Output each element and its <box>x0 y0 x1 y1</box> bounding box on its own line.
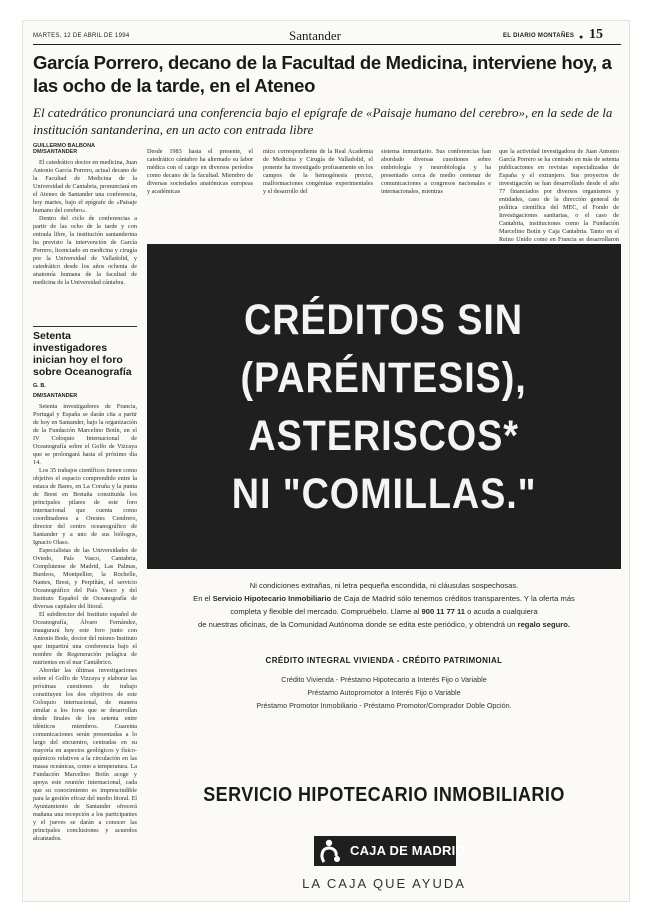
newspaper-page <box>22 20 630 902</box>
ad-headline <box>147 244 621 569</box>
ad-headline-line: NI "COMILLAS." <box>231 469 537 518</box>
article-column-5: que la actividad investigadora de Juan Antonio García Porrero se ha centrado en más de setenta publicaciones en revistas especializadas de España y el extranjero. Sus proyectos de investigación se han desarrollado desde el año 77 financiados por diversos organismos y entidades, caso de la dirección general de política científica del MEC, el Fondo de Investigaciones sanitarias, o el caso de Cantabria, instituciones como la Fundación Marcelino Botín y Caja Cantabria. Tanto en el Reino Unido como en Francia se desarrollaron <box>499 148 619 243</box>
header-page-number: 15 <box>589 27 603 42</box>
caja-madrid-advertisement <box>147 196 621 896</box>
article-column-3: mico correspondiente de la Real Academia de Medicina y Cirugía de Valladolid, el ponente ha investigado profusamente en los campos de la hemogénesis precoz, malformaciones congénitas experimentales y el desarrollo del <box>263 148 373 195</box>
ad-body-line: Ni condiciones extrañas, ni letra pequeña escondida, ni cláusulas sospechosas. <box>249 581 519 590</box>
logo-text: CAJA DE MADRID <box>350 843 465 858</box>
article-paragraph: Setenta investigadores de Francia, Portugal y España se darán cita a partir de hoy en Santander, bajo la organización de la Fundación Marcelino Botín, en el IV Coloquio Internacional de Oceanografía sobre el Golfo de Vizcaya que se prolongará hasta el próximo día 14. <box>33 403 137 466</box>
ad-tagline: LA CAJA QUE AYUDA <box>302 876 466 891</box>
bullet-icon: ● <box>579 33 584 41</box>
ad-products-title: CRÉDITO INTEGRAL VIVIENDA - CRÉDITO PATRIMONIAL <box>265 656 503 665</box>
byline-author: G. B. <box>33 383 46 389</box>
caja-madrid-bear-icon <box>318 838 346 864</box>
article-oceanography-title: Setenta investigadores inician hoy el foro sobre Oceanografía <box>33 326 137 378</box>
article-paragraph: El subdirector del Instituto español de Oceanografía, Álvaro Fernández, inaugurará hoy este foro junto con Antonio Bode, doctor del mismo Instituto que impartirá una conferencia bajo el nombre de Regeneración pelágica de nutrientes en el mar Cantábrico. <box>33 611 137 666</box>
ad-gift-text: regalo seguro. <box>517 620 570 629</box>
ad-body-line: de nuestras oficinas, de la Comunidad Autónoma donde se edita este periódico, y obtendrá un regalo seguro. <box>198 620 570 629</box>
header-section: Santander <box>289 28 341 43</box>
ad-service-name: Servicio Hipotecario Inmobiliario <box>212 594 332 603</box>
article-column-2: Desde 1983 hasta el presente, el catedrático cántabro ha alternado su labor médica con el cargo en diversos períodos como decano de la facultad. Miembro de diversas sociedades anatómicas europeas y académicas <box>147 148 253 195</box>
article-headline: García Porrero, decano de la Facultad de Medicina, interviene hoy, a las ocho de la tarde, en el Ateneo <box>33 52 612 96</box>
article-subhead: El catedrático pronunciará una conferencia bajo el epígrafe de «Paisaje humano del cerebro», en la sede de la institución santanderina, en un acto con entrada libre <box>33 105 613 137</box>
article-column-1 <box>33 143 137 287</box>
byline-place: DM/SANTANDER <box>33 393 78 399</box>
article-paragraph: Los 35 trabajos científicos tienen como objetivo el espacio comprendido entre la estaca de Bares, en La Coruña y la punta de Brest en Bretaña constituida los principales pilares de este foro internacional que cuenta como coordinadores a Orestes Cendrero, director del centro oceanográfico de Santander y a uno de sus biólogos, Ignacio Olaso. <box>33 467 137 546</box>
byline-place: DM/SANTANDER <box>33 149 78 155</box>
ad-headline-line: ASTERISCOS* <box>248 411 520 460</box>
caja-madrid-logo <box>294 836 474 868</box>
article-oceanography-body <box>33 403 137 843</box>
ad-products-list <box>147 673 621 712</box>
article-column-4: sistema inmunitario. Sus conferencias han abordado diversas cuestiones sobre embriología y neurobiología y ha presentado cerca de medio centenar de comunicaciones a congresos nacionales e internacionales, mientras <box>381 148 491 195</box>
ad-body-text <box>147 579 621 631</box>
ad-body-line: En el Servicio Hipotecario Inmobiliario de Caja de Madrid sólo tenemos créditos transparentes. Y la oferta más <box>193 594 575 603</box>
ad-headline-line: CRÉDITOS SIN <box>244 295 524 344</box>
header-date: MARTES, 12 DE ABRIL DE 1994 <box>33 33 130 39</box>
article-paragraph: Especialistas de las Universidades de Oviedo, País Vasco, Cantabria, Complutense de Madrid, Las Palmas, Burdeos, Montpellier, la Rochelle, Nantes, Brest, y Perpiñán, el servicio Oceanográfico del País Vasco y del Instituto Español de Oceanografía de diversas capitales del litoral. <box>33 547 137 610</box>
article-oceanography <box>33 326 137 843</box>
article-paragraph: Abordar las últimas investigaciones sobre el Golfo de Vizcaya y elaborar las próximas cuestiones de trabajo constituyen los dos objetivos de este Coloquio internacional, de manera similar a los foros que se desarrollan desde finales de los setenta entre idénticos miembros. Cuarenta comunicaciones serán presentadas a lo largo del encuentro, centradas en su mayoría en aspectos geológicos y físico-químicos relativos a la circulación en las masas oceánicas, como a temperatura. La Fundación Marcelino Botín acoge y apoya este reunión internacional, cada que su conocimiento es imprescindible para la gestión eficaz del medio litoral. El Ayuntamiento de Santander ofrecerá mañana una recepción a los participantes y el jueves se darán a conocer las principales conclusiones y acuerdos alcanzados. <box>33 667 137 842</box>
article-paragraph: Dentro del ciclo de conferencias a partir de las ocho de la tarde y con entrada libre, la institución santanderina ha previsto la intervención de García Porrero, licenciado en medicina y cirugía por la Universidad de Valladolid, y catedrático desde los años ochenta de anatomía humana de la facultad de medicina de la Universidad cántabra. <box>33 215 137 286</box>
ad-product-item: Crédito Vivienda - Préstamo Hipotecario a Interés Fijo o Variable <box>281 675 487 684</box>
ad-headline-line: (PARÉNTESIS), <box>240 353 528 402</box>
byline-author: GUILLERMO BALBONA <box>33 143 96 149</box>
article-paragraph: El catedrático doctor en medicina, Juan Antonio García Porrero, actual decano de la Facultad de Medicina de la Universidad de Cantabria, pronunciará en el Ateneo de Santander una conferencia, hoy martes, bajo el epígrafe de «Paisaje humano del cerebro». <box>33 159 137 214</box>
ad-product-item: Préstamo Promotor Inmobiliario - Préstamo Promotor/Comprador Doble Opción. <box>256 701 512 710</box>
ad-body-line: completa y flexible del mercado. Compruébelo. Llame al 900 11 77 11 o acuda a cualquiera <box>230 607 538 616</box>
ad-service-title: SERVICIO HIPOTECARIO INMOBILIARIO <box>203 784 565 806</box>
page-header <box>33 27 621 45</box>
ad-phone-number: 900 11 77 11 <box>421 607 466 616</box>
ad-product-item: Préstamo Autopromotor a Interés Fijo o Variable <box>307 688 461 697</box>
header-paper-name: EL DIARIO MONTAÑES <box>503 33 575 39</box>
